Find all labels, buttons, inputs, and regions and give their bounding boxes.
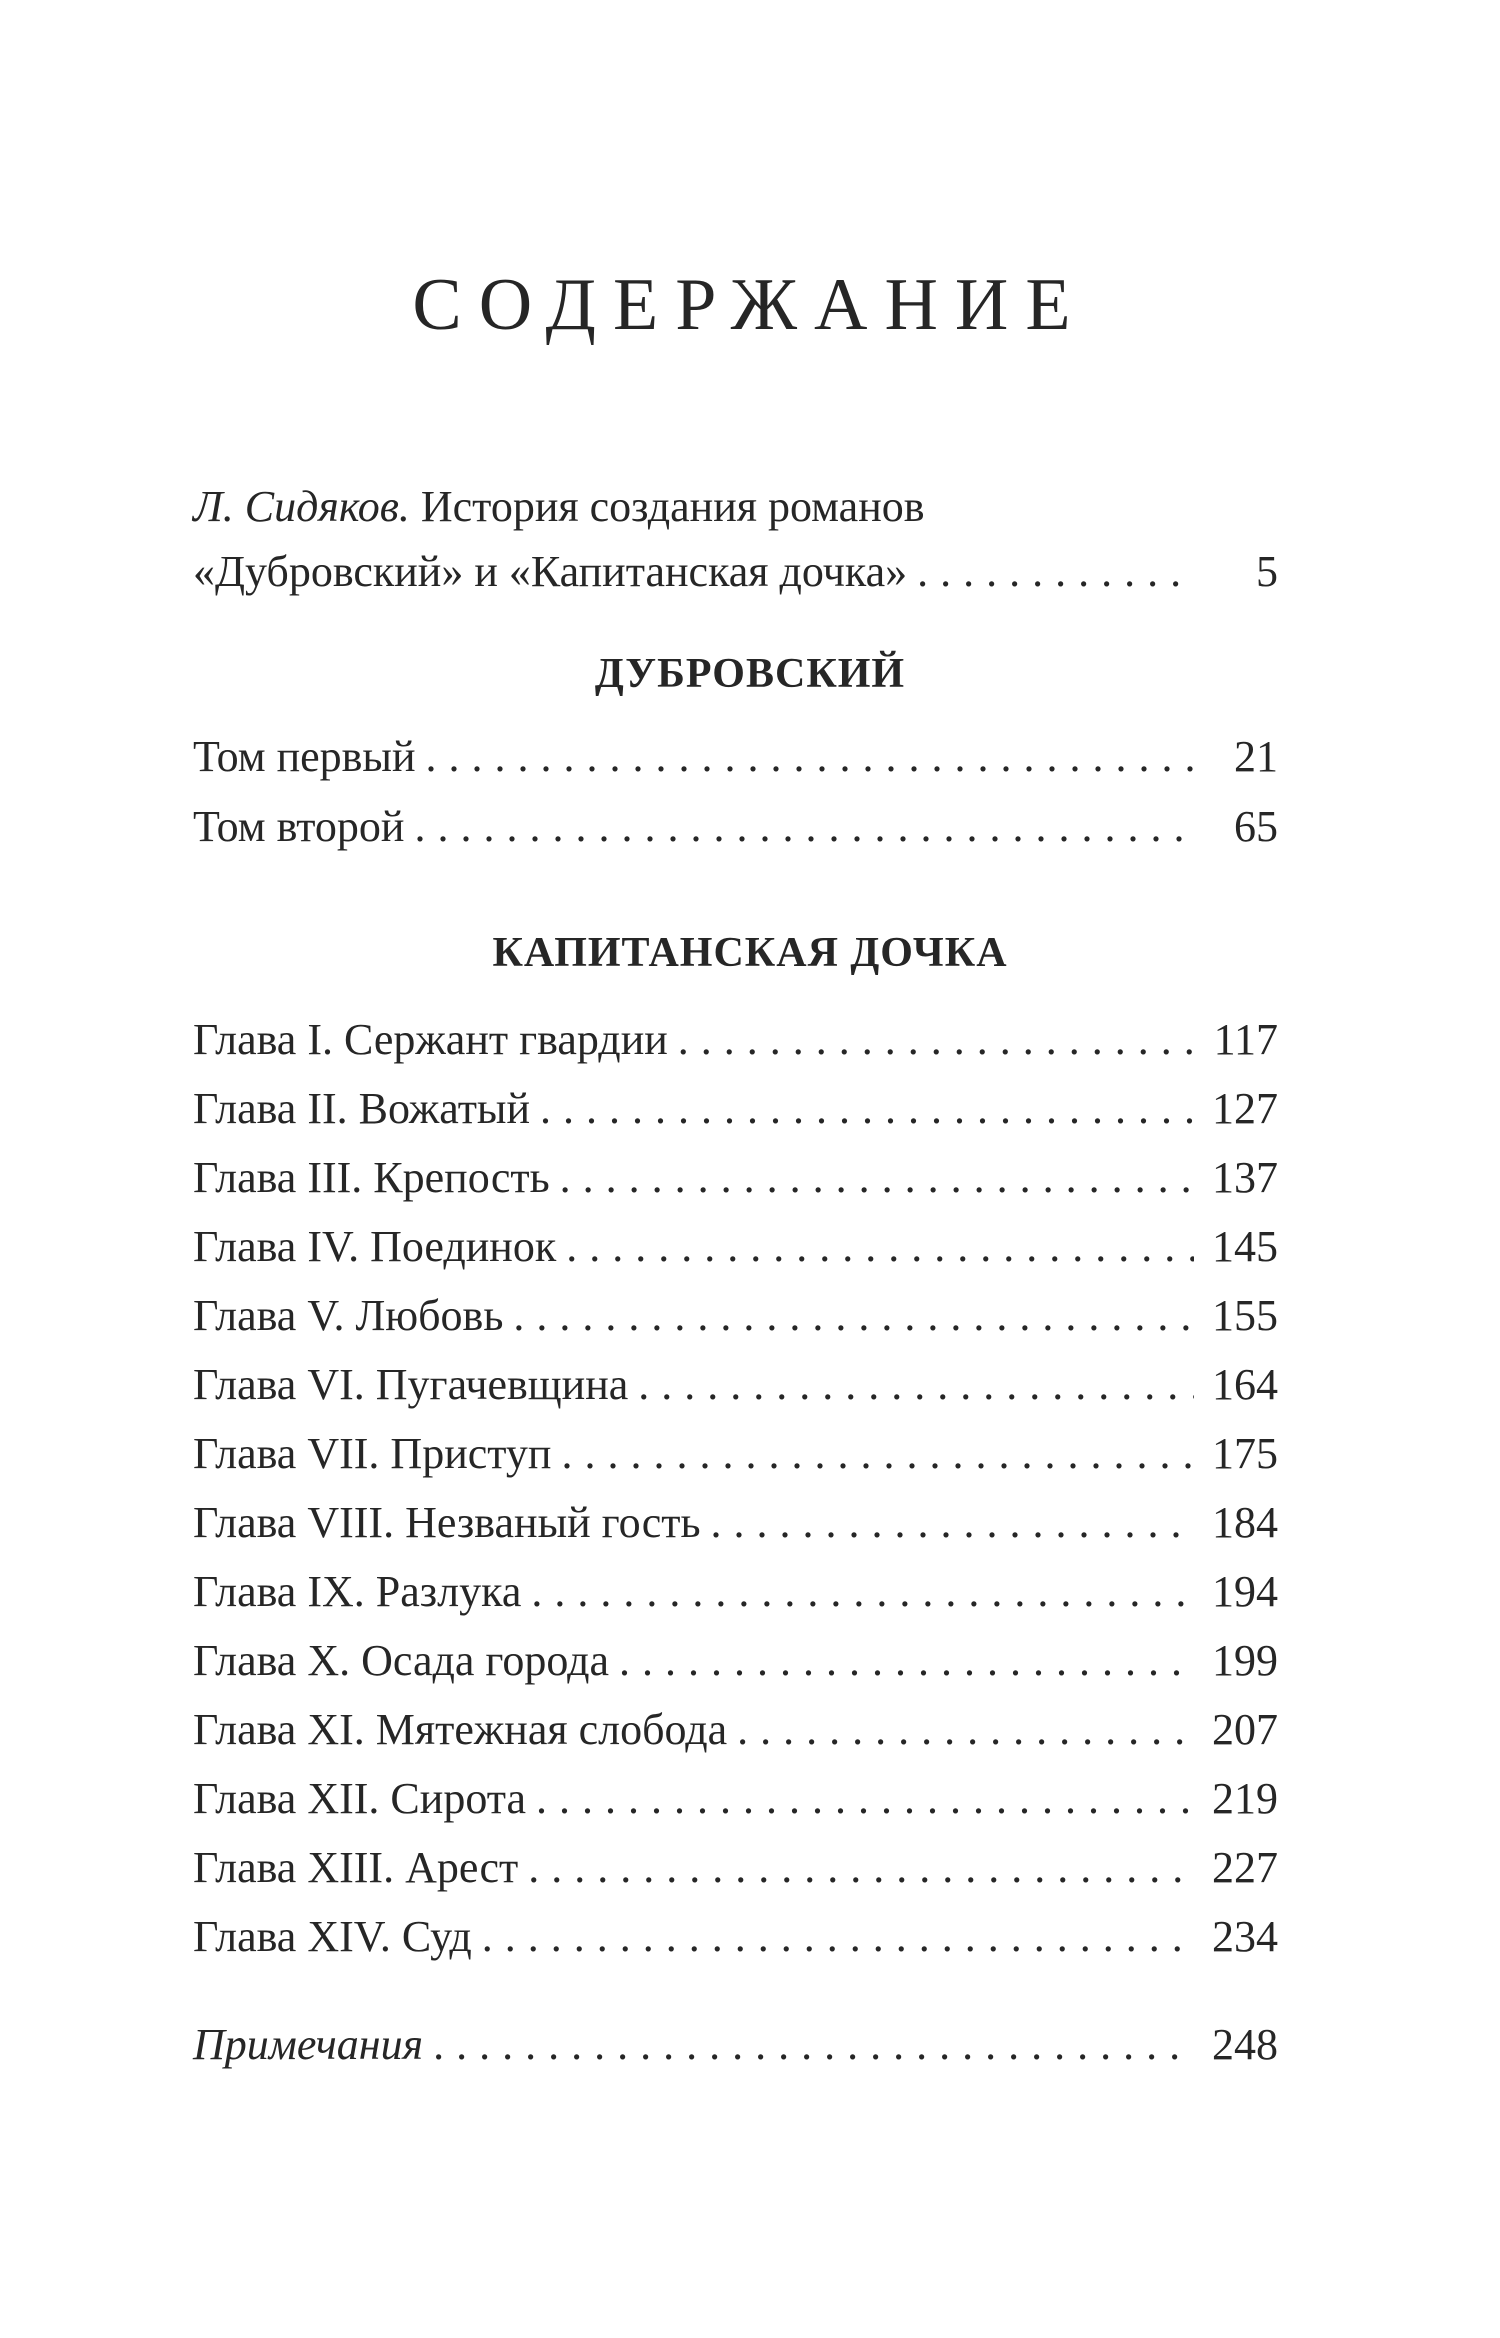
- toc-entry-page: 207: [1212, 1705, 1278, 1754]
- toc-entry-page: 227: [1212, 1843, 1278, 1892]
- toc-entry-label: Глава I. Сержант гвардии: [193, 1015, 668, 1064]
- toc-entry-page: 194: [1212, 1567, 1278, 1616]
- leader-dots: [426, 722, 1194, 792]
- toc-entry-page: 248: [1212, 2020, 1278, 2069]
- leader-dots: [560, 1143, 1194, 1213]
- leader-dots: [619, 1626, 1194, 1696]
- toc-entry-label: Глава IX. Разлука: [193, 1567, 522, 1616]
- leader-dots: [531, 1557, 1194, 1627]
- toc-entry-chapter-6: [193, 1350, 1278, 1420]
- toc-entry-label: Примечания: [193, 2020, 424, 2069]
- intro-line-1: [193, 472, 1278, 542]
- toc-entry-page: 127: [1212, 1084, 1278, 1133]
- toc-entry-chapter-14: [193, 1902, 1278, 1972]
- section-heading-dubrovsky: ДУБРОВСКИЙ: [594, 651, 906, 697]
- toc-entry-chapter-4: [193, 1212, 1278, 1282]
- toc-entry-page: 184: [1212, 1498, 1278, 1547]
- leader-dots: [433, 2010, 1194, 2080]
- toc-entry-dubrovsky-volume-2: [193, 792, 1278, 862]
- toc-entry-chapter-7: [193, 1419, 1278, 1489]
- leader-dots: [737, 1695, 1194, 1765]
- toc-entry-label: Глава V. Любовь: [193, 1291, 504, 1340]
- toc-entry-page: 199: [1212, 1636, 1278, 1685]
- toc-entry-chapter-11: [193, 1695, 1278, 1765]
- toc-entry-label: Глава IV. Поединок: [193, 1222, 557, 1271]
- intro-entry: [193, 472, 1278, 542]
- leader-dots: [561, 1419, 1194, 1489]
- leader-dots: [536, 1764, 1194, 1834]
- toc-entry-label: Глава VIII. Незваный гость: [193, 1498, 701, 1547]
- toc-entry-label: Глава X. Осада города: [193, 1636, 610, 1685]
- section-heading-kapitanskaya: КАПИТАНСКАЯ ДОЧКА: [492, 930, 1008, 976]
- toc-entry-chapter-13: [193, 1833, 1278, 1903]
- toc-entry-label: Глава III. Крепость: [193, 1153, 550, 1202]
- leader-dots: [711, 1488, 1194, 1558]
- leader-dots: [678, 1005, 1194, 1075]
- toc-entry-page: 155: [1212, 1291, 1278, 1340]
- toc-entry-page: 65: [1234, 802, 1278, 851]
- toc-entry-chapter-12: [193, 1764, 1278, 1834]
- toc-entry-label: Глава XIV. Суд: [193, 1912, 472, 1961]
- leader-dots: [414, 792, 1194, 862]
- page-title: СОДЕРЖАНИЕ: [412, 264, 1088, 346]
- intro-line1-text: История создания романов: [420, 482, 925, 531]
- leader-dots: [917, 537, 1194, 607]
- toc-entry-label: Глава VI. Пугачевщина: [193, 1360, 629, 1409]
- toc-entry-page: 234: [1212, 1912, 1278, 1961]
- toc-entry-label: Том первый: [193, 732, 416, 781]
- toc-entry-label: Глава XII. Сирота: [193, 1774, 527, 1823]
- toc-entry-label: Глава VII. Приступ: [193, 1429, 552, 1478]
- toc-entry-page: 117: [1213, 1015, 1278, 1064]
- toc-entry-label: Том второй: [193, 802, 405, 851]
- leader-dots: [566, 1212, 1194, 1282]
- toc-entry-page: 137: [1212, 1153, 1278, 1202]
- toc-entry-page: 164: [1212, 1360, 1278, 1409]
- intro-author: Л. Сидяков.: [193, 482, 410, 531]
- toc-entry-chapter-9: [193, 1557, 1278, 1627]
- toc-entry-chapter-2: [193, 1074, 1278, 1144]
- toc-entry-label: Глава II. Вожатый: [193, 1084, 531, 1133]
- toc-entry-chapter-3: [193, 1143, 1278, 1213]
- toc-entry-page: 21: [1234, 732, 1278, 781]
- toc-entry-page: 145: [1212, 1222, 1278, 1271]
- toc-entry-chapter-10: [193, 1626, 1278, 1696]
- toc-entry-chapter-8: [193, 1488, 1278, 1558]
- leader-dots: [638, 1350, 1194, 1420]
- toc-entry-dubrovsky-volume-1: [193, 722, 1278, 792]
- toc-entry-label: Глава XIII. Арест: [193, 1843, 519, 1892]
- toc-entry-page: 219: [1212, 1774, 1278, 1823]
- toc-entry-page: 175: [1212, 1429, 1278, 1478]
- toc-entry-notes: [193, 2010, 1278, 2080]
- toc-entry-chapter-5: [193, 1281, 1278, 1351]
- leader-dots: [513, 1281, 1194, 1351]
- intro-line2-text: «Дубровский» и «Капитанская дочка»: [193, 547, 908, 596]
- leader-dots: [528, 1833, 1194, 1903]
- toc-entry-label: Глава XI. Мятежная слобода: [193, 1705, 728, 1754]
- toc-entry-chapter-1: [193, 1005, 1278, 1075]
- intro-line-2: [193, 537, 1278, 607]
- leader-dots: [540, 1074, 1194, 1144]
- leader-dots: [482, 1902, 1194, 1972]
- intro-page-number: 5: [1256, 547, 1278, 596]
